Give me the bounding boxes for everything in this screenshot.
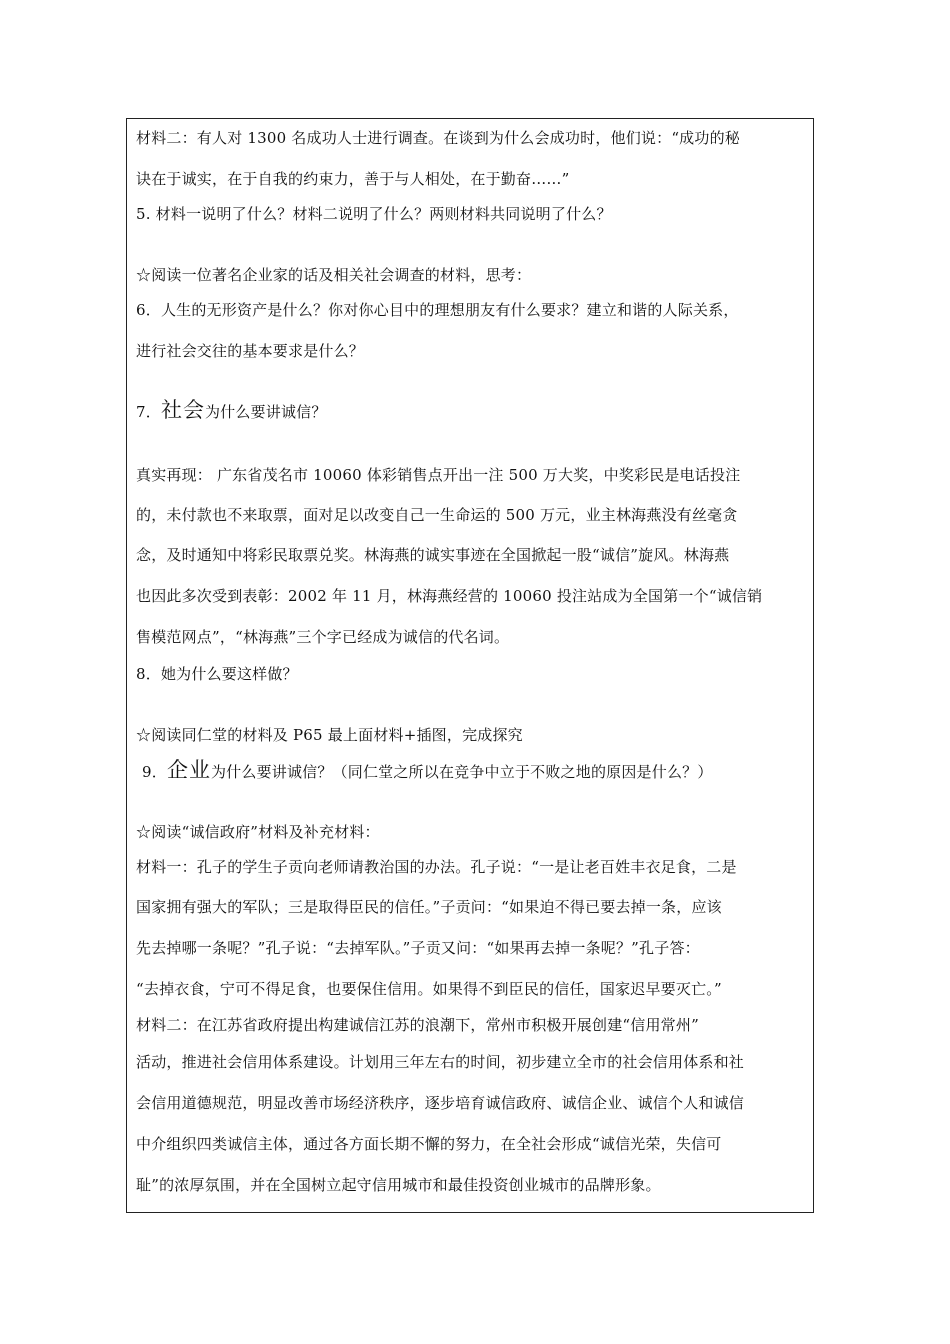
question-7-number: 7． [136,403,161,421]
material1-line1: 材料一：孔子的学生子贡向老师请教治国的办法。孔子说：“一是让老百姓丰衣足食，二是 [136,858,737,876]
question-7-text: 为什么要讲诚信？ [204,403,327,421]
question-8: 8．她为什么要这样做？ [136,665,298,683]
material2-intro-line2: 诀在于诚实，在于自我的约束力，善于与人相处，在于勤奋……” [136,170,570,188]
question-9-emphasis: 企业 [166,758,211,782]
story-line3: 念，及时通知中将彩民取票兑奖。林海燕的诚实事迹在全国掀起一股“诚信”旋风。林海燕 [136,546,730,564]
story-line2: 的，未付款也不来取票，面对足以改变自己一生命运的 500 万元，业主林海燕没有丝毫贪 [136,506,738,524]
material2-line3: 会信用道德规范，明显改善市场经济秩序，逐步培育诚信政府、诚信企业、诚信个人和诚信 [136,1094,745,1112]
question-6-line1: 6．人生的无形资产是什么？你对你心目中的理想朋友有什么要求？建立和谐的人际关系， [136,301,739,319]
reading-prompt-entrepreneur: ☆阅读一位著名企业家的话及相关社会调查的材料，思考： [136,266,532,284]
story-line5: 售模范网点”，“林海燕”三个字已经成为诚信的代名词。 [136,628,510,646]
reading-prompt-tongrentang: ☆阅读同仁堂的材料及 P65 最上面材料+插图，完成探究 [136,726,523,744]
question-9-number: 9． [142,763,167,781]
material2-line2: 活动，推进社会信用体系建设。计划用三年左右的时间，初步建立全市的社会信用体系和社 [136,1053,745,1071]
material2-line4: 中介组织四类诚信主体，通过各方面长期不懈的努力，在全社会形成“诚信光荣，失信可 [136,1135,722,1153]
question-9-text: 为什么要讲诚信？（同仁堂之所以在竞争中立于不败之地的原因是什么？） [210,763,713,781]
story-line1: 真实再现： 广东省茂名市 10060 体彩销售点开出一注 500 万大奖，中奖彩民是电话投注 [136,466,741,484]
question-7-emphasis: 社会 [160,398,205,422]
material1-line2: 国家拥有强大的军队；三是取得臣民的信任。”子贡问：“如果迫不得已要去掉一条，应该 [136,898,722,916]
material2-intro-line1: 材料二：有人对 1300 名成功人士进行调查。在谈到为什么会成功时，他们说：“成功的秘 [136,129,740,147]
question-5: 5. 材料一说明了什么？材料二说明了什么？两则材料共同说明了什么？ [136,205,612,223]
material1-line4: “去掉衣食，宁可不得足食，也要保住信用。如果得不到臣民的信任，国家迟早要灭亡。” [136,980,722,998]
material1-line3: 先去掉哪一条呢？”孔子说：“去掉军队。”子贡又问：“如果再去掉一条呢？”孔子答： [136,939,700,957]
reading-prompt-government: ☆阅读“诚信政府”材料及补充材料： [136,823,380,841]
story-line4: 也因此多次受到表彰：2002 年 11 月，林海燕经营的 10060 投注站成为全国第一个“诚信销 [136,587,763,605]
question-9 [142,760,713,782]
material2-line1: 材料二：在江苏省政府提出构建诚信江苏的浪潮下，常州市积极开展创建“信用常州” [136,1016,699,1034]
material2-line5: 耻”的浓厚氛围，并在全国树立起守信用城市和最佳投资创业城市的品牌形象。 [136,1176,661,1194]
question-6-line2: 进行社会交往的基本要求是什么？ [136,342,365,360]
question-7 [136,400,327,422]
